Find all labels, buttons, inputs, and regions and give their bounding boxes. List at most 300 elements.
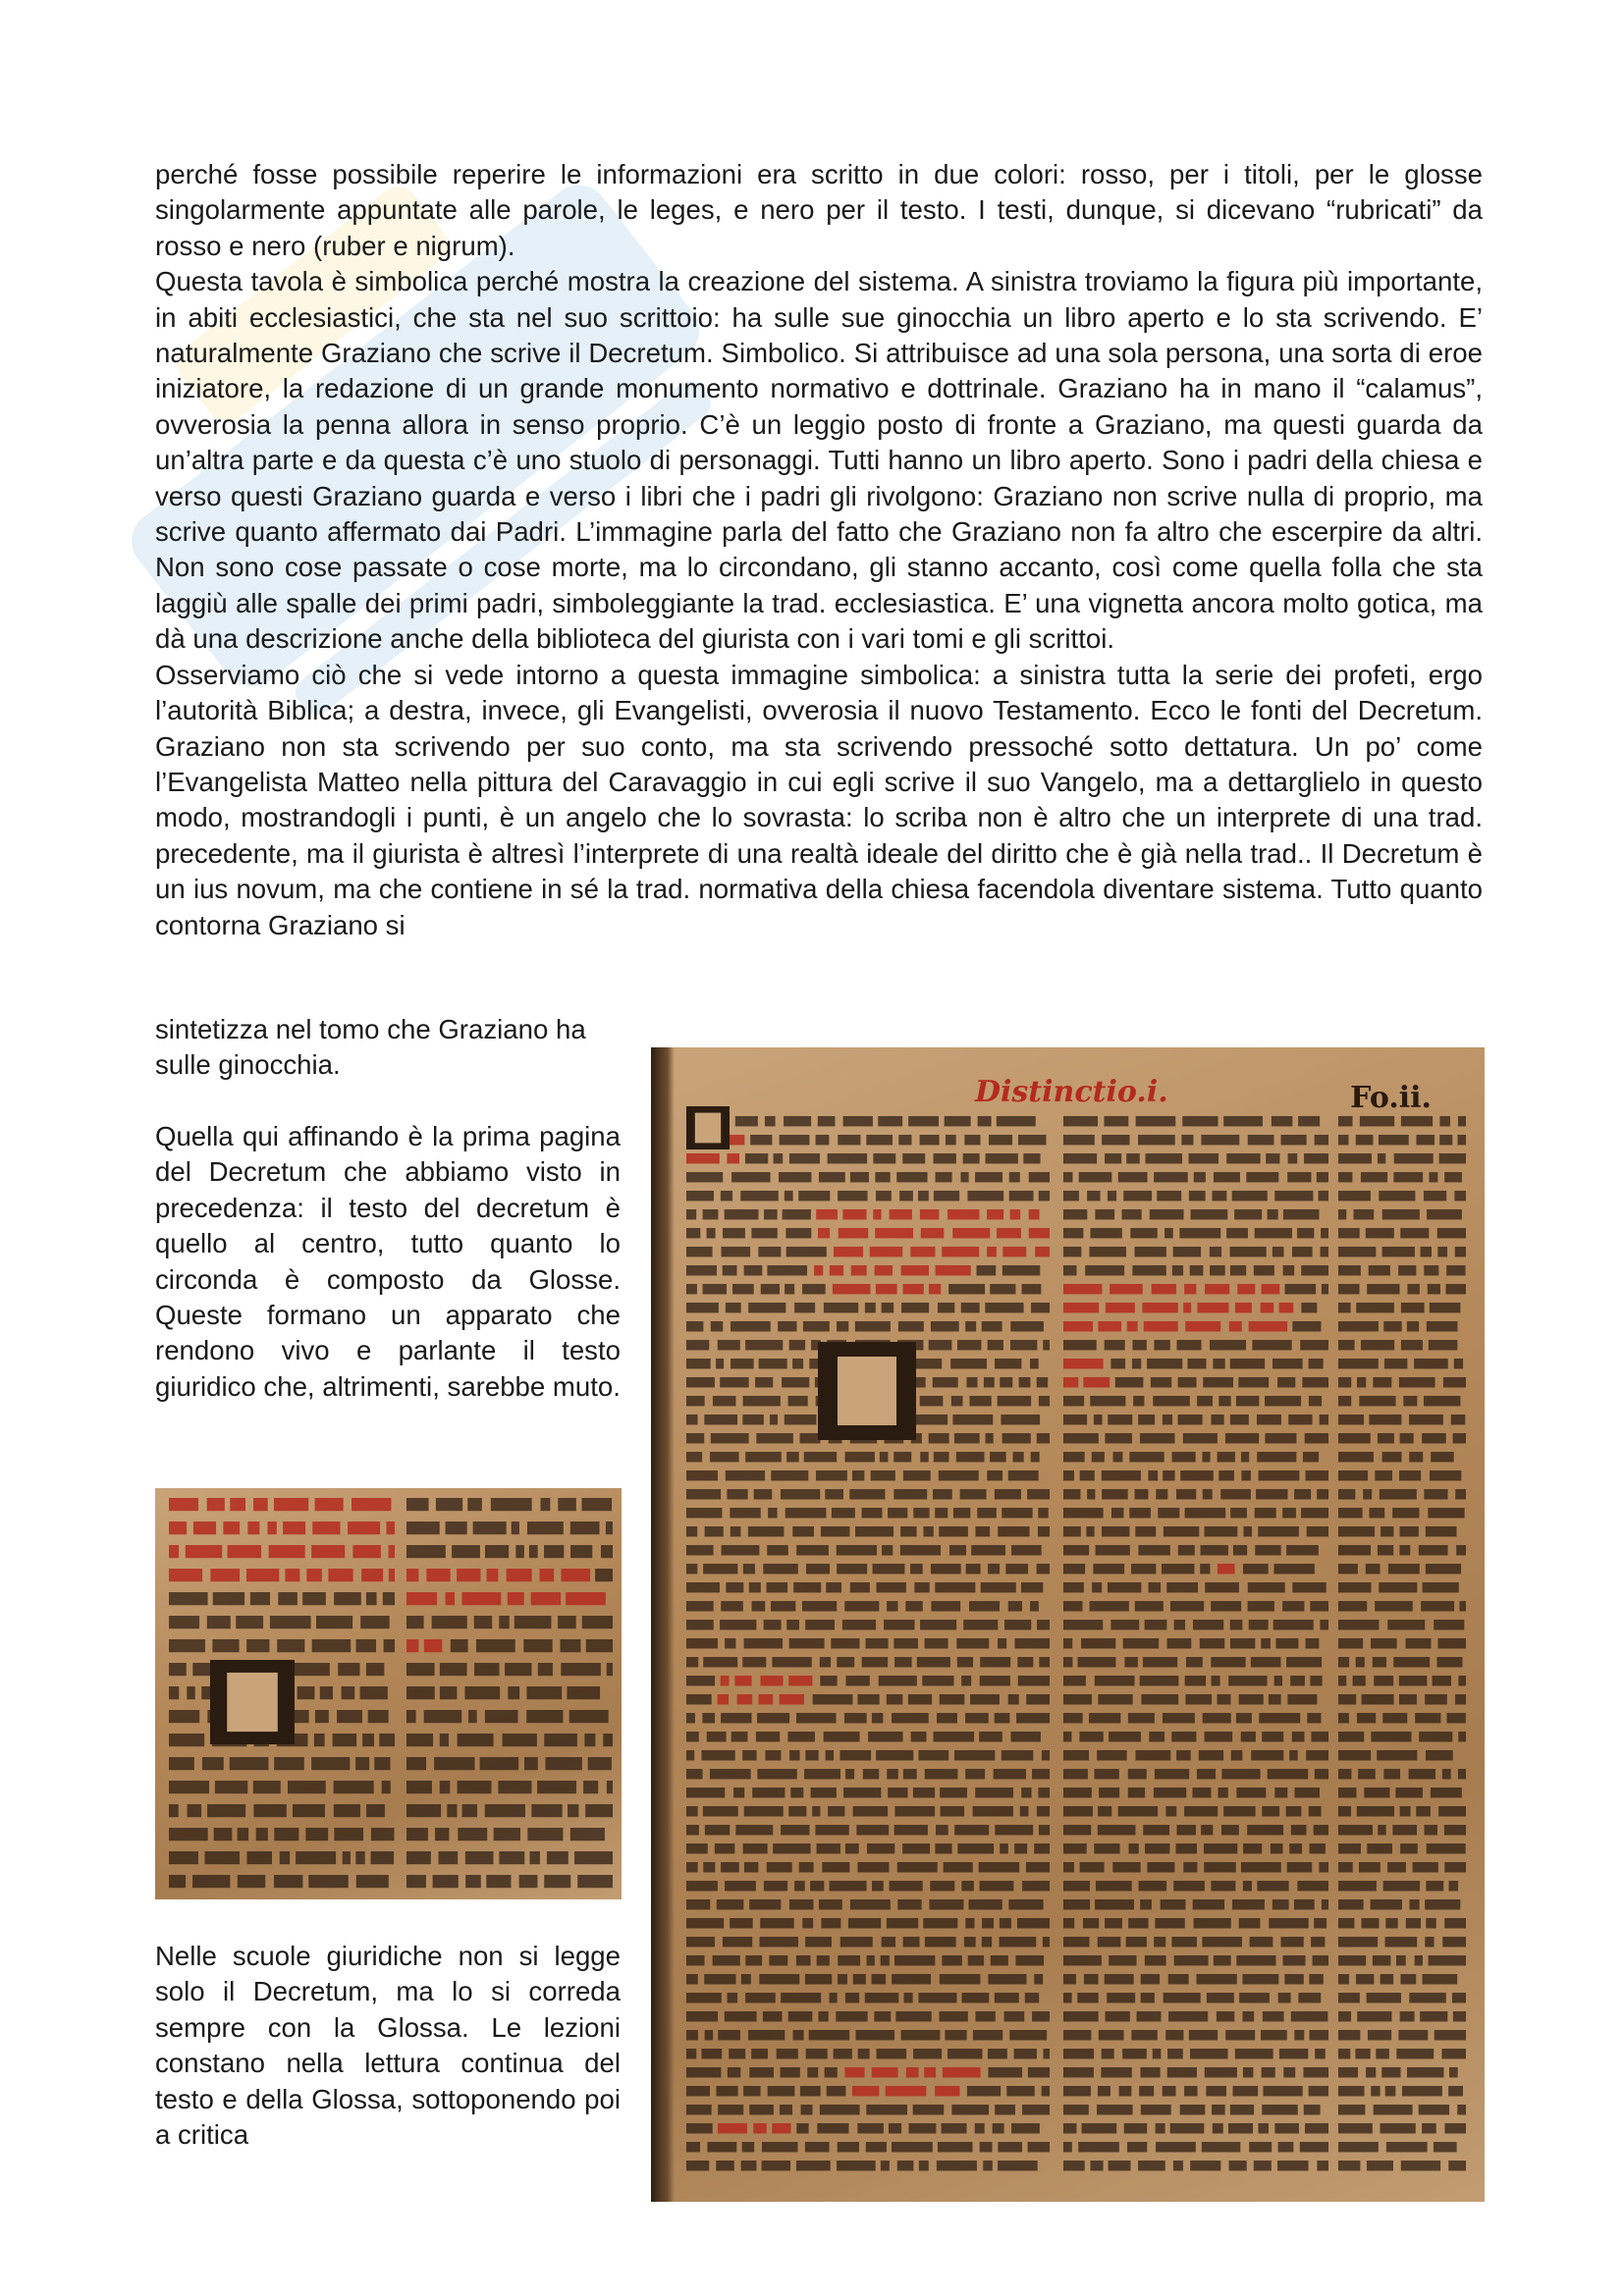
text-stroke (1431, 1452, 1454, 1462)
text-stroke (1153, 1396, 1190, 1406)
text-stroke (1310, 1601, 1328, 1611)
text-stroke (814, 1265, 823, 1275)
text-stroke (962, 1993, 990, 2002)
text-stroke (1383, 1321, 1401, 1331)
text-stroke (1409, 1899, 1419, 1909)
text-stroke (961, 1303, 980, 1312)
text-stroke (356, 1639, 376, 1652)
text-stroke (781, 1825, 809, 1835)
text-stroke (1023, 1153, 1040, 1163)
text-stroke (1306, 1638, 1320, 1648)
text-stroke (1163, 2086, 1176, 2096)
text-stroke (1259, 1713, 1300, 1723)
text-stroke (733, 1788, 744, 1797)
text-stroke (1063, 2011, 1099, 2021)
text-stroke (834, 2049, 852, 2058)
text-stroke (514, 1616, 552, 1629)
text-stroke (1127, 1321, 1138, 1331)
text-stroke (1199, 1750, 1223, 1760)
text-stroke (911, 1732, 927, 1741)
text-stroke (743, 1564, 755, 1574)
text-stroke (1406, 1918, 1421, 1928)
text-stroke (901, 1265, 929, 1275)
text-stroke (858, 2049, 870, 2058)
text-stroke (964, 1937, 976, 1947)
text-stroke (1210, 1340, 1246, 1350)
text-stroke (952, 1228, 990, 1238)
text-stroke (1034, 1843, 1050, 1853)
text-stroke (1304, 1153, 1328, 1163)
text-stroke (982, 1918, 994, 1928)
text-stroke (1097, 1750, 1126, 1760)
text-stroke (1361, 1918, 1379, 1928)
text-stroke (1398, 1265, 1416, 1275)
text-stroke (1356, 1657, 1365, 1667)
text-stroke (1357, 2011, 1391, 2021)
text-stroke (1210, 1247, 1221, 1256)
text-stroke (1392, 1508, 1419, 1518)
text-stroke (1386, 2142, 1428, 2152)
text-stroke (995, 1489, 1021, 1499)
text-stroke (1424, 1191, 1446, 1201)
text-stroke (1285, 1284, 1317, 1294)
text-stroke (1063, 1172, 1072, 1182)
text-stroke (980, 2142, 993, 2152)
text-stroke (1030, 1601, 1039, 1611)
text-stroke (1424, 1396, 1460, 1406)
text-stroke (1439, 1153, 1466, 1163)
text-stroke (939, 1470, 979, 1480)
text-stroke (1338, 1657, 1349, 1667)
text-stroke (1273, 1620, 1314, 1629)
text-stroke (1184, 1806, 1218, 1816)
text-stroke (703, 1209, 719, 1219)
text-stroke (1218, 1452, 1235, 1462)
text-stroke (940, 1694, 965, 1704)
text-stroke (1338, 1918, 1354, 1928)
text-stroke (845, 1769, 854, 1779)
text-stroke (1154, 1172, 1188, 1182)
text-stroke (1236, 1788, 1266, 1797)
text-stroke (887, 1601, 897, 1611)
text-stroke (1409, 1452, 1423, 1462)
text-stroke (772, 2123, 790, 2133)
text-stroke (839, 1750, 871, 1760)
text-stroke (1080, 1470, 1095, 1480)
text-stroke (1338, 1881, 1377, 1891)
text-stroke (1306, 1470, 1328, 1480)
text-stroke (1122, 2049, 1147, 2058)
text-stroke (328, 1569, 352, 1581)
text-stroke (1141, 2067, 1161, 2077)
text-stroke (761, 1284, 780, 1294)
text-stroke (1378, 1825, 1385, 1835)
text-stroke (743, 1843, 768, 1853)
text-stroke (804, 1452, 837, 1462)
text-stroke (976, 1526, 991, 1536)
text-stroke (975, 2123, 985, 2133)
text-stroke (968, 1955, 984, 1965)
text-stroke (765, 1750, 781, 1760)
text-stroke (1105, 1340, 1125, 1350)
text-stroke (762, 2142, 798, 2152)
text-stroke (866, 1638, 889, 1648)
text-stroke (832, 1508, 855, 1518)
text-stroke (844, 1713, 867, 1723)
text-stroke (966, 1377, 977, 1387)
text-stroke (844, 2067, 864, 2077)
text-stroke (1111, 1508, 1123, 1518)
text-stroke (745, 1340, 783, 1350)
text-stroke (1287, 1172, 1311, 1182)
text-stroke (1185, 1321, 1220, 1331)
text-stroke (440, 1734, 449, 1746)
text-stroke (805, 1937, 832, 1947)
text-stroke (1140, 1676, 1179, 1685)
text-stroke (1338, 1545, 1371, 1555)
text-stroke (752, 1601, 766, 1611)
text-stroke (1379, 1191, 1415, 1201)
text-stroke (947, 2049, 982, 2058)
text-stroke (1029, 1172, 1050, 1182)
text-stroke (1274, 1676, 1282, 1685)
text-stroke (1338, 2142, 1379, 2152)
text-stroke (824, 1303, 858, 1312)
text-stroke (1301, 1508, 1328, 1518)
text-stroke (1026, 1694, 1050, 1704)
text-stroke (843, 1788, 881, 1797)
text-stroke (954, 1433, 980, 1443)
text-stroke (1106, 2011, 1130, 2021)
text-stroke (1185, 1676, 1206, 1685)
text-stroke (1421, 1247, 1432, 1256)
text-stroke (560, 1639, 580, 1652)
text-stroke (1251, 1657, 1281, 1667)
text-stroke (311, 1757, 350, 1770)
text-stroke (726, 1582, 743, 1592)
text-stroke (1043, 1937, 1050, 1947)
text-stroke (1002, 1247, 1026, 1256)
text-stroke (1167, 2049, 1183, 2058)
text-stroke (722, 1545, 760, 1555)
text-stroke (1396, 1955, 1406, 1965)
text-stroke (686, 1284, 697, 1294)
text-stroke (406, 1781, 432, 1793)
text-stroke (508, 1592, 524, 1605)
text-stroke (686, 1694, 712, 1704)
text-stroke (1357, 1806, 1394, 1816)
text-stroke (1147, 1359, 1182, 1368)
text-stroke (1305, 1433, 1328, 1443)
text-stroke (169, 1710, 199, 1723)
text-stroke (740, 1191, 778, 1201)
text-stroke (1338, 1526, 1375, 1536)
text-stroke (485, 1710, 518, 1723)
text-stroke (1153, 2049, 1162, 2058)
text-stroke (1458, 1135, 1466, 1145)
text-stroke (1238, 1377, 1269, 1387)
text-stroke (957, 1657, 973, 1667)
text-stroke (1338, 1209, 1346, 1219)
text-stroke (1401, 1340, 1423, 1350)
text-stroke (1426, 1526, 1457, 1536)
text-stroke (561, 1663, 601, 1676)
text-stroke (1204, 1843, 1237, 1853)
text-stroke (1063, 1993, 1072, 2002)
text-stroke (1400, 1806, 1411, 1816)
text-stroke (1135, 1247, 1166, 1256)
text-stroke (1367, 1284, 1399, 1294)
text-stroke (1309, 1806, 1322, 1816)
text-stroke (207, 1498, 225, 1511)
text-stroke (360, 1616, 389, 1629)
text-stroke (1367, 1993, 1401, 2002)
text-stroke (1118, 1172, 1148, 1182)
text-stroke (844, 1601, 879, 1611)
text-stroke (1230, 1620, 1243, 1629)
text-stroke (777, 2049, 798, 2058)
text-stroke (1447, 1713, 1466, 1723)
text-stroke (1317, 2161, 1328, 2170)
text-stroke (686, 1377, 715, 1387)
text-stroke (464, 1686, 500, 1699)
text-stroke (446, 1522, 467, 1534)
text-stroke (686, 1788, 725, 1797)
text-stroke (1105, 1153, 1121, 1163)
text-stroke (1420, 2011, 1447, 2021)
text-stroke (1255, 1545, 1280, 1555)
text-stroke (745, 1955, 762, 1965)
text-stroke (1189, 1153, 1219, 1163)
text-stroke (515, 1545, 523, 1558)
text-stroke (876, 1750, 913, 1760)
text-stroke (1338, 1191, 1371, 1201)
text-stroke (845, 1993, 859, 2002)
text-stroke (1186, 1657, 1203, 1667)
text-stroke (529, 1851, 539, 1864)
text-stroke (1338, 1265, 1361, 1275)
text-stroke (315, 1498, 344, 1511)
text-stroke (169, 1498, 198, 1511)
text-stroke (1361, 1340, 1394, 1350)
text-stroke (715, 1843, 734, 1853)
text-stroke (1427, 1209, 1462, 1219)
text-stroke (1444, 2123, 1466, 2133)
text-stroke (1455, 1694, 1466, 1704)
decretum-detail-image (155, 1488, 622, 1899)
text-stroke (1338, 1638, 1363, 1648)
text-stroke (704, 1415, 737, 1424)
text-stroke (1338, 1620, 1379, 1629)
text-stroke (352, 1545, 381, 1558)
text-stroke (406, 1710, 416, 1723)
text-stroke (1263, 2086, 1302, 2096)
text-stroke (780, 1135, 810, 1145)
text-stroke (1322, 1284, 1328, 1294)
text-stroke (820, 1657, 831, 1667)
text-stroke (1295, 1788, 1320, 1797)
text-stroke (1039, 1191, 1050, 1201)
text-stroke (970, 1694, 1000, 1704)
text-stroke (1243, 1881, 1252, 1891)
text-stroke (1032, 2011, 1050, 2021)
text-stroke (948, 1284, 985, 1294)
text-stroke (1133, 1396, 1144, 1406)
text-stroke (298, 1686, 315, 1699)
text-stroke (1137, 2011, 1162, 2021)
text-stroke (994, 1769, 1026, 1779)
text-stroke (938, 2142, 973, 2152)
text-stroke (1063, 1825, 1091, 1835)
text-stroke (1290, 1676, 1305, 1685)
text-stroke (686, 1993, 722, 2002)
text-stroke (1035, 1247, 1050, 1256)
text-stroke (757, 1769, 796, 1779)
text-stroke (1254, 1265, 1274, 1275)
text-stroke (1027, 1489, 1050, 1499)
text-stroke (965, 1769, 985, 1779)
text-stroke (815, 1825, 848, 1835)
text-stroke (1454, 1359, 1463, 1368)
text-stroke (1247, 1825, 1283, 1835)
text-stroke (169, 1804, 179, 1817)
text-stroke (1294, 1489, 1311, 1499)
text-stroke (1016, 1713, 1050, 1723)
text-stroke (890, 1881, 923, 1891)
text-stroke (899, 1191, 913, 1201)
text-stroke (352, 1498, 391, 1511)
text-stroke (1128, 1843, 1138, 1853)
text-stroke (1338, 1937, 1378, 1947)
text-stroke (686, 1732, 699, 1741)
text-stroke (1094, 1415, 1103, 1424)
text-stroke (1082, 2123, 1117, 2133)
text-stroke (783, 1209, 811, 1219)
text-stroke (523, 1639, 552, 1652)
text-stroke (1243, 1564, 1269, 1574)
text-stroke (1136, 1116, 1176, 1126)
text-stroke (936, 1265, 971, 1275)
text-stroke (855, 1526, 893, 1536)
text-stroke (1375, 1601, 1413, 1611)
text-stroke (1156, 1489, 1167, 1499)
text-stroke (965, 1918, 974, 1928)
text-stroke (1118, 1806, 1158, 1816)
text-stroke (1282, 1508, 1296, 1518)
text-stroke (1063, 1526, 1081, 1536)
text-stroke (1338, 1694, 1356, 1704)
text-stroke (568, 1804, 578, 1817)
text-stroke (1315, 2049, 1326, 2058)
text-stroke (1151, 1377, 1171, 1387)
text-stroke (1338, 2123, 1373, 2133)
text-stroke (1393, 1657, 1430, 1667)
text-stroke (1449, 2067, 1458, 2077)
text-stroke (1274, 1564, 1315, 1574)
text-stroke (544, 1545, 564, 1558)
text-stroke (988, 1340, 1003, 1350)
text-stroke (1430, 1470, 1461, 1480)
text-stroke (871, 1470, 895, 1480)
text-stroke (1338, 1303, 1351, 1312)
text-stroke (1226, 1153, 1260, 1163)
text-stroke (1002, 1265, 1040, 1275)
text-stroke (1218, 1788, 1228, 1797)
text-stroke (1102, 1470, 1141, 1480)
text-stroke (1094, 1843, 1119, 1853)
text-stroke (887, 1918, 918, 1928)
text-stroke (1249, 1620, 1269, 1629)
text-stroke (434, 1757, 474, 1770)
text-stroke (193, 1522, 216, 1534)
text-stroke (1210, 1265, 1225, 1275)
text-stroke (1338, 1153, 1372, 1163)
text-stroke (852, 2086, 879, 2096)
text-stroke (1272, 1116, 1292, 1126)
text-stroke (1145, 1843, 1169, 1853)
text-stroke (920, 1209, 939, 1219)
text-stroke (334, 1828, 363, 1841)
text-stroke (988, 2049, 1007, 2058)
text-stroke (718, 2105, 743, 2114)
text-stroke (1152, 1284, 1176, 1294)
text-stroke (1232, 1899, 1265, 1909)
text-stroke (1425, 1694, 1447, 1704)
text-stroke (1004, 1620, 1031, 1629)
text-stroke (491, 1498, 532, 1511)
text-stroke (732, 1284, 754, 1294)
text-stroke (1371, 1899, 1402, 1909)
text-stroke (1063, 1788, 1092, 1797)
text-stroke (1378, 1153, 1385, 1163)
text-stroke (878, 1116, 902, 1126)
text-stroke (1124, 1657, 1137, 1667)
text-stroke (1354, 1209, 1375, 1219)
text-stroke (819, 2011, 829, 2021)
text-stroke (1425, 1899, 1460, 1909)
text-stroke (169, 1639, 205, 1652)
text-stroke (1423, 1974, 1458, 1984)
text-stroke (1278, 1993, 1291, 2002)
text-stroke (1042, 2086, 1050, 2096)
text-stroke (1218, 1470, 1234, 1480)
text-stroke (850, 1582, 870, 1592)
text-stroke (855, 1321, 891, 1331)
text-stroke (1454, 1191, 1466, 1201)
text-stroke (1211, 1881, 1235, 1891)
text-stroke (745, 1452, 782, 1462)
text-stroke (1429, 1172, 1437, 1182)
text-stroke (1179, 1228, 1220, 1238)
text-stroke (1356, 1974, 1374, 1984)
text-stroke (1437, 1247, 1447, 1256)
text-stroke (934, 1191, 959, 1201)
text-stroke (1147, 1862, 1174, 1872)
text-stroke (1097, 2105, 1133, 2114)
text-stroke (987, 1209, 1003, 1219)
text-stroke (1262, 2067, 1275, 2077)
text-stroke (985, 1303, 1023, 1312)
text-stroke (1178, 1415, 1203, 1424)
text-stroke (1399, 1377, 1435, 1387)
text-stroke (1298, 1993, 1321, 2002)
text-stroke (875, 1228, 913, 1238)
text-stroke (529, 1545, 538, 1558)
text-stroke (705, 1526, 724, 1536)
text-stroke (1338, 2161, 1360, 2170)
text-stroke (1083, 1918, 1099, 1928)
text-stroke (789, 1153, 820, 1163)
